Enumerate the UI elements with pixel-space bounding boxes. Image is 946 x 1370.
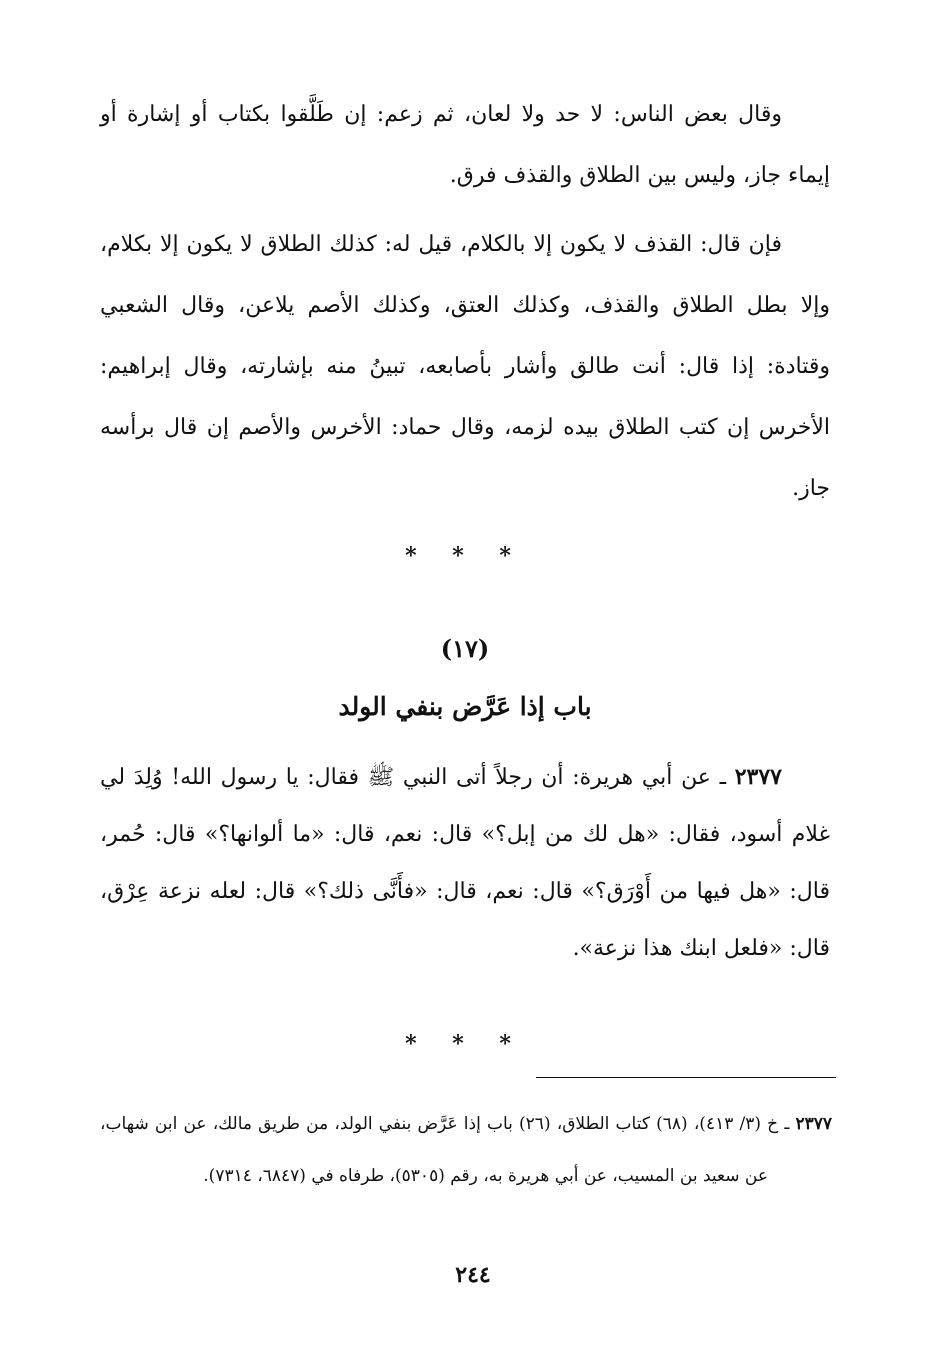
section-separator-2: * * * [405,1031,525,1057]
page-number: ٢٤٤ [455,1262,491,1288]
paragraph-2: فإن قال: القذف لا يكون إلا بالكلام، قيل له: كذلك الطلاق لا يكون إلا بكلام، وإلا بطل الطلاق والقذف، وكذلك العتق، وكذلك الأصم يلاعن، وقال الشعبي وقتادة: إذا قال: أنت طالق وأشار بأصابعه، تبينُ منه بإشارته، وقال إبراهيم: الأخرس إن كتب الطلاق بيده لزمه، وقال حماد: الأخرس والأصم إن قال برأسه جاز. [100,232,830,501]
footnote-item [100,1098,832,1202]
hadith-number: ٢٣٧٧ [734,764,782,790]
hadith-text: ـ عن أبي هريرة: أن رجلاً أتى النبي ﷺ فقال: يا رسول الله! وُلِدَ لي غلام أسود، فقال: «هل لك من إبل؟» قال: نعم، قال: «ما ألوانها؟» قال: حُمر، قال: «هل فيها من أَوْرَق؟» قال: نعم، قال: «فأَنَّى ذلك؟» قال: لعله نزعة عِرْق، قال: «فلعل ابنك هذا نزعة». [100,765,830,961]
footnote-number: ٢٣٧٧ [795,1114,832,1134]
footnote-divider [536,1077,836,1078]
chapter-title: باب إذا عَرَّض بنفي الولد [338,692,592,721]
section-separator: * * * [405,543,525,569]
chapter-number: (١٧) [440,634,490,663]
footnote-text: ـ خ (٣/ ٤١٣)، (٦٨) كتاب الطلاق، (٢٦) باب إذا عَرَّض بنفي الولد، من طريق مالك، عن ابن شهاب، عن سعيد بن المسيب، عن أبي هريرة به، رقم (٥٣٠٥)، طرفاه في (٦٨٤٧، ٧٣١٤). [100,1114,796,1186]
footnotes [100,1098,832,1202]
hadith-paragraph [100,749,830,977]
paragraph-1: وقال بعض الناس: لا حد ولا لعان، ثم زعم: إن طَلَّقوا بكتاب أو إشارة أو إيماء جاز، وليس بين الطلاق والقذف فرق. [100,102,830,188]
page-body [100,84,830,1059]
